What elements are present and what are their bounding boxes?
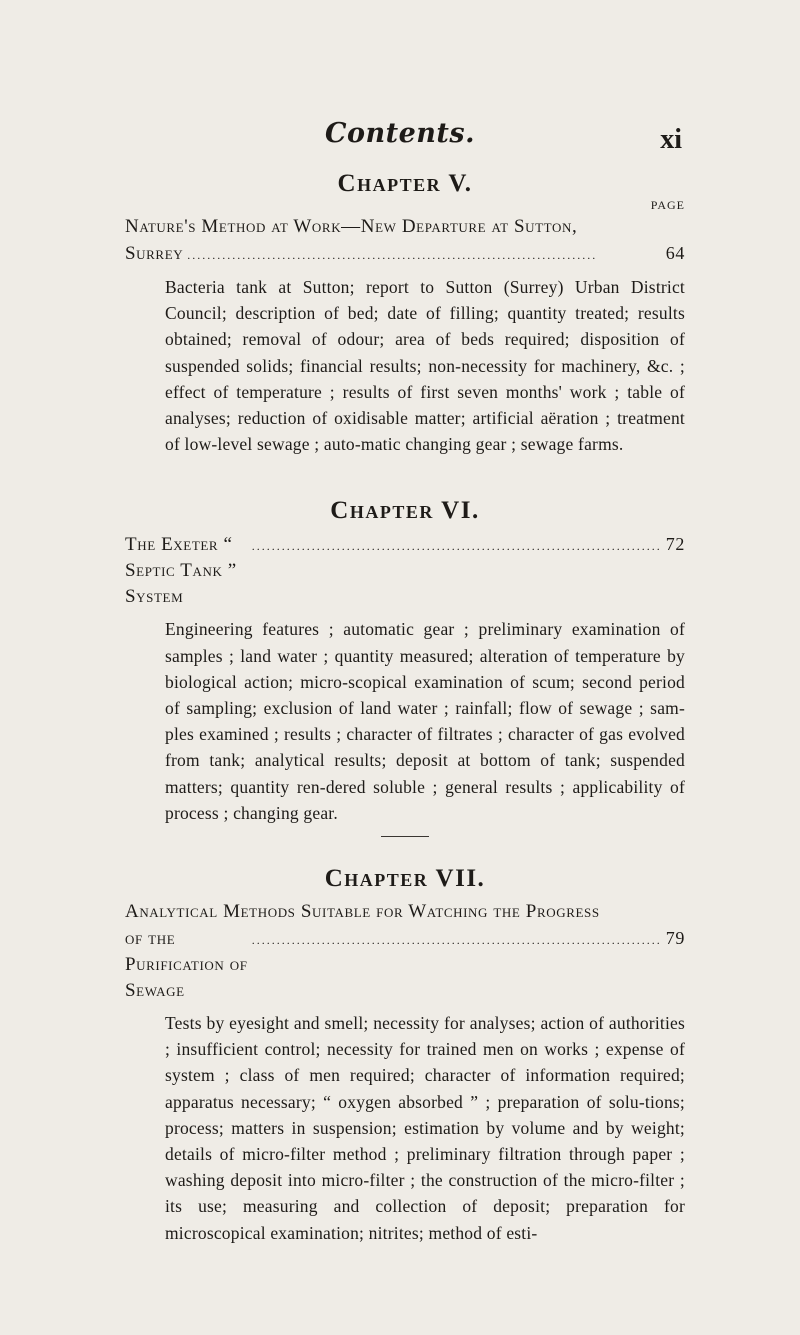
chapter-heading: Chapter VII. [324, 865, 486, 893]
chapter-synopsis: Tests by eyesight and smell; necessity for analyses; action of authorities ; insufficient control; necessity for trained men on works ; expense of system ; class of men required; character of information required; apparatus necessary; “ oxygen absorbed ” ; preparation of solu-tions; process; matters in suspension; estimation by volume and by weight; details of micro-filter method ; preliminary filtration through paper ; washing deposit into micro-filter ; the construction of the micro-filter ; its use; measuring and collection of deposit; preparation for microscopical examination; nitrites; method of esti- [165, 1013, 685, 1243]
page-number: xi [660, 124, 682, 155]
running-title: Contents. [325, 118, 475, 149]
title-leader-line [125, 240, 685, 268]
running-head [0, 118, 800, 158]
title-leader-line [125, 531, 685, 610]
chapter-title [125, 214, 685, 268]
dot-leader: .................................................................................. [187, 248, 598, 262]
chapter-page-number: 64 [665, 243, 685, 263]
chapter-synopsis: Bacteria tank at Sutton; report to Sutton (Surrey) Urban District Council; description of bed; date of filling; quantity treated; results obtained; removal of odour; area of beds required; disposition of suspended solids; financial results; non-necessity for machinery, &c. ; effect of temperature ; results of first seven months' work ; table of analyses; reduction of oxidisable matter; artificial aëration ; treatment of low-level sewage ; auto-matic changing gear ; sewage farms. [165, 277, 685, 455]
chapter-heading: Chapter VI. [330, 497, 480, 525]
chapter-title [125, 899, 685, 1004]
chapter-page-number: 72 [665, 534, 685, 555]
chapter-section [125, 497, 685, 837]
chapter-heading: Chapter V. [337, 170, 473, 197]
chapter-section [125, 170, 685, 457]
chapter-title-line: Surrey [125, 243, 184, 264]
dot-leader: .................................................................................. [251, 933, 662, 948]
title-leader-line [125, 925, 685, 1004]
chapter-title-line: Analytical Methods Suitable for Watching the Progress [125, 901, 600, 923]
chapter-title [125, 531, 685, 610]
chapter-page-number: 79 [665, 928, 685, 949]
dot-leader: .................................................................................. [251, 539, 662, 554]
chapter-section [125, 865, 685, 1246]
contents-body [125, 170, 685, 1246]
chapter-title-line: Nature's Method at Work—New Departure at Sutton, [125, 216, 578, 237]
page-column-label: PAGE [650, 198, 685, 212]
chapter-title-line: The Exeter “ Septic Tank ” System [125, 534, 237, 608]
chapter-title-line: of the Purification of Sewage [125, 928, 248, 1002]
chapter-synopsis: Engineering features ; automatic gear ; preliminary examination of samples ; land water ; quantity measured; alteration of temperature by biological action; micro-scopical examination of scum; second period of sampling; exclusion of land water ; rainfall; flow of sewage ; sam-ples examined ; results ; character of filtrates ; character of gas evolved from tank; analytical results; deposit at bottom of tank; suspended matters; quantity ren-dered soluble ; general results ; applicability of process ; changing gear. [165, 619, 685, 823]
